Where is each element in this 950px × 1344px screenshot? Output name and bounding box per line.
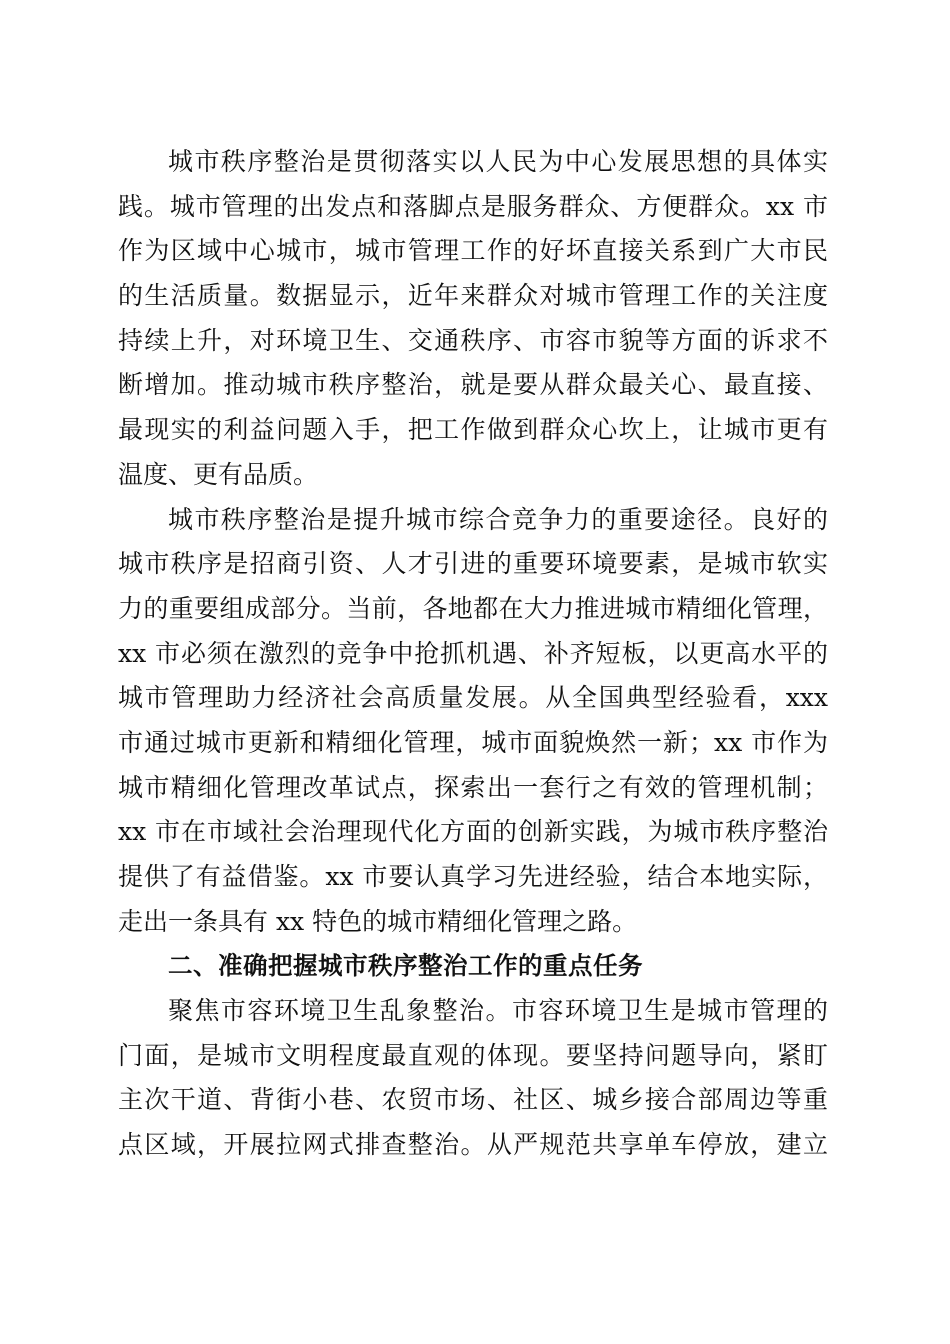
paragraph-line: 点区域，开展拉网式排查整治。从严规范共享单车停放，建立 (118, 1130, 828, 1160)
paragraph-line: 力的重要组成部分。当前，各地都在大力推进城市精细化管理， (118, 593, 828, 623)
paragraph-line: 城市秩序是招商引资、人才引进的重要环境要素，是城市软实 (118, 549, 828, 579)
paragraph-line: 断增加。推动城市秩序整治，就是要从群众最关心、最直接、 (118, 370, 828, 400)
paragraph-3 (118, 989, 828, 1168)
paragraph-line: xx 市必须在激烈的竞争中抢抓机遇、补齐短板，以更高水平的 (118, 638, 828, 668)
paragraph-line: 最现实的利益问题入手，把工作做到群众心坎上，让城市更有 (118, 415, 828, 445)
paragraph-line: 城市管理助力经济社会高质量发展。从全国典型经验看，xxx (118, 683, 828, 713)
paragraph-line: 践。城市管理的出发点和落脚点是服务群众、方便群众。xx 市 (118, 191, 828, 221)
paragraph-line: xx 市在市域社会治理现代化方面的创新实践，为城市秩序整治 (118, 817, 828, 847)
paragraph-line: 走出一条具有 xx 特色的城市精细化管理之路。 (118, 906, 638, 936)
paragraph-line: 城市秩序整治是提升城市综合竞争力的重要途径。良好的 (168, 504, 828, 534)
paragraph-line: 作为区域中心城市，城市管理工作的好坏直接关系到广大市民 (118, 236, 828, 266)
paragraph-line: 城市精细化管理改革试点，探索出一套行之有效的管理机制； (118, 772, 828, 802)
paragraph-line: 门面，是城市文明程度最直观的体现。要坚持问题导向，紧盯 (118, 1040, 828, 1070)
paragraph-line: 持续上升，对环境卫生、交通秩序、市容市貌等方面的诉求不 (118, 325, 828, 355)
paragraph-line: 城市秩序整治是贯彻落实以人民为中心发展思想的具体实 (168, 147, 828, 176)
paragraph-line: 温度、更有品质。 (118, 459, 319, 489)
paragraph-line: 市通过城市更新和精细化管理，城市面貌焕然一新；xx 市作为 (118, 727, 828, 757)
document-body (118, 140, 828, 1168)
paragraph-1 (118, 140, 828, 498)
paragraph-line: 主次干道、背街小巷、农贸市场、社区、城乡接合部周边等重 (118, 1085, 828, 1115)
paragraph-line: 提供了有益借鉴。xx 市要认真学习先进经验，结合本地实际， (118, 862, 828, 891)
paragraph-2 (118, 498, 828, 945)
section-heading: 二、准确把握城市秩序整治工作的重点任务 (168, 951, 643, 981)
paragraph-line: 聚焦市容环境卫生乱象整治。市容环境卫生是城市管理的 (168, 996, 828, 1026)
paragraph-line: 的生活质量。数据显示，近年来群众对城市管理工作的关注度 (118, 281, 828, 311)
